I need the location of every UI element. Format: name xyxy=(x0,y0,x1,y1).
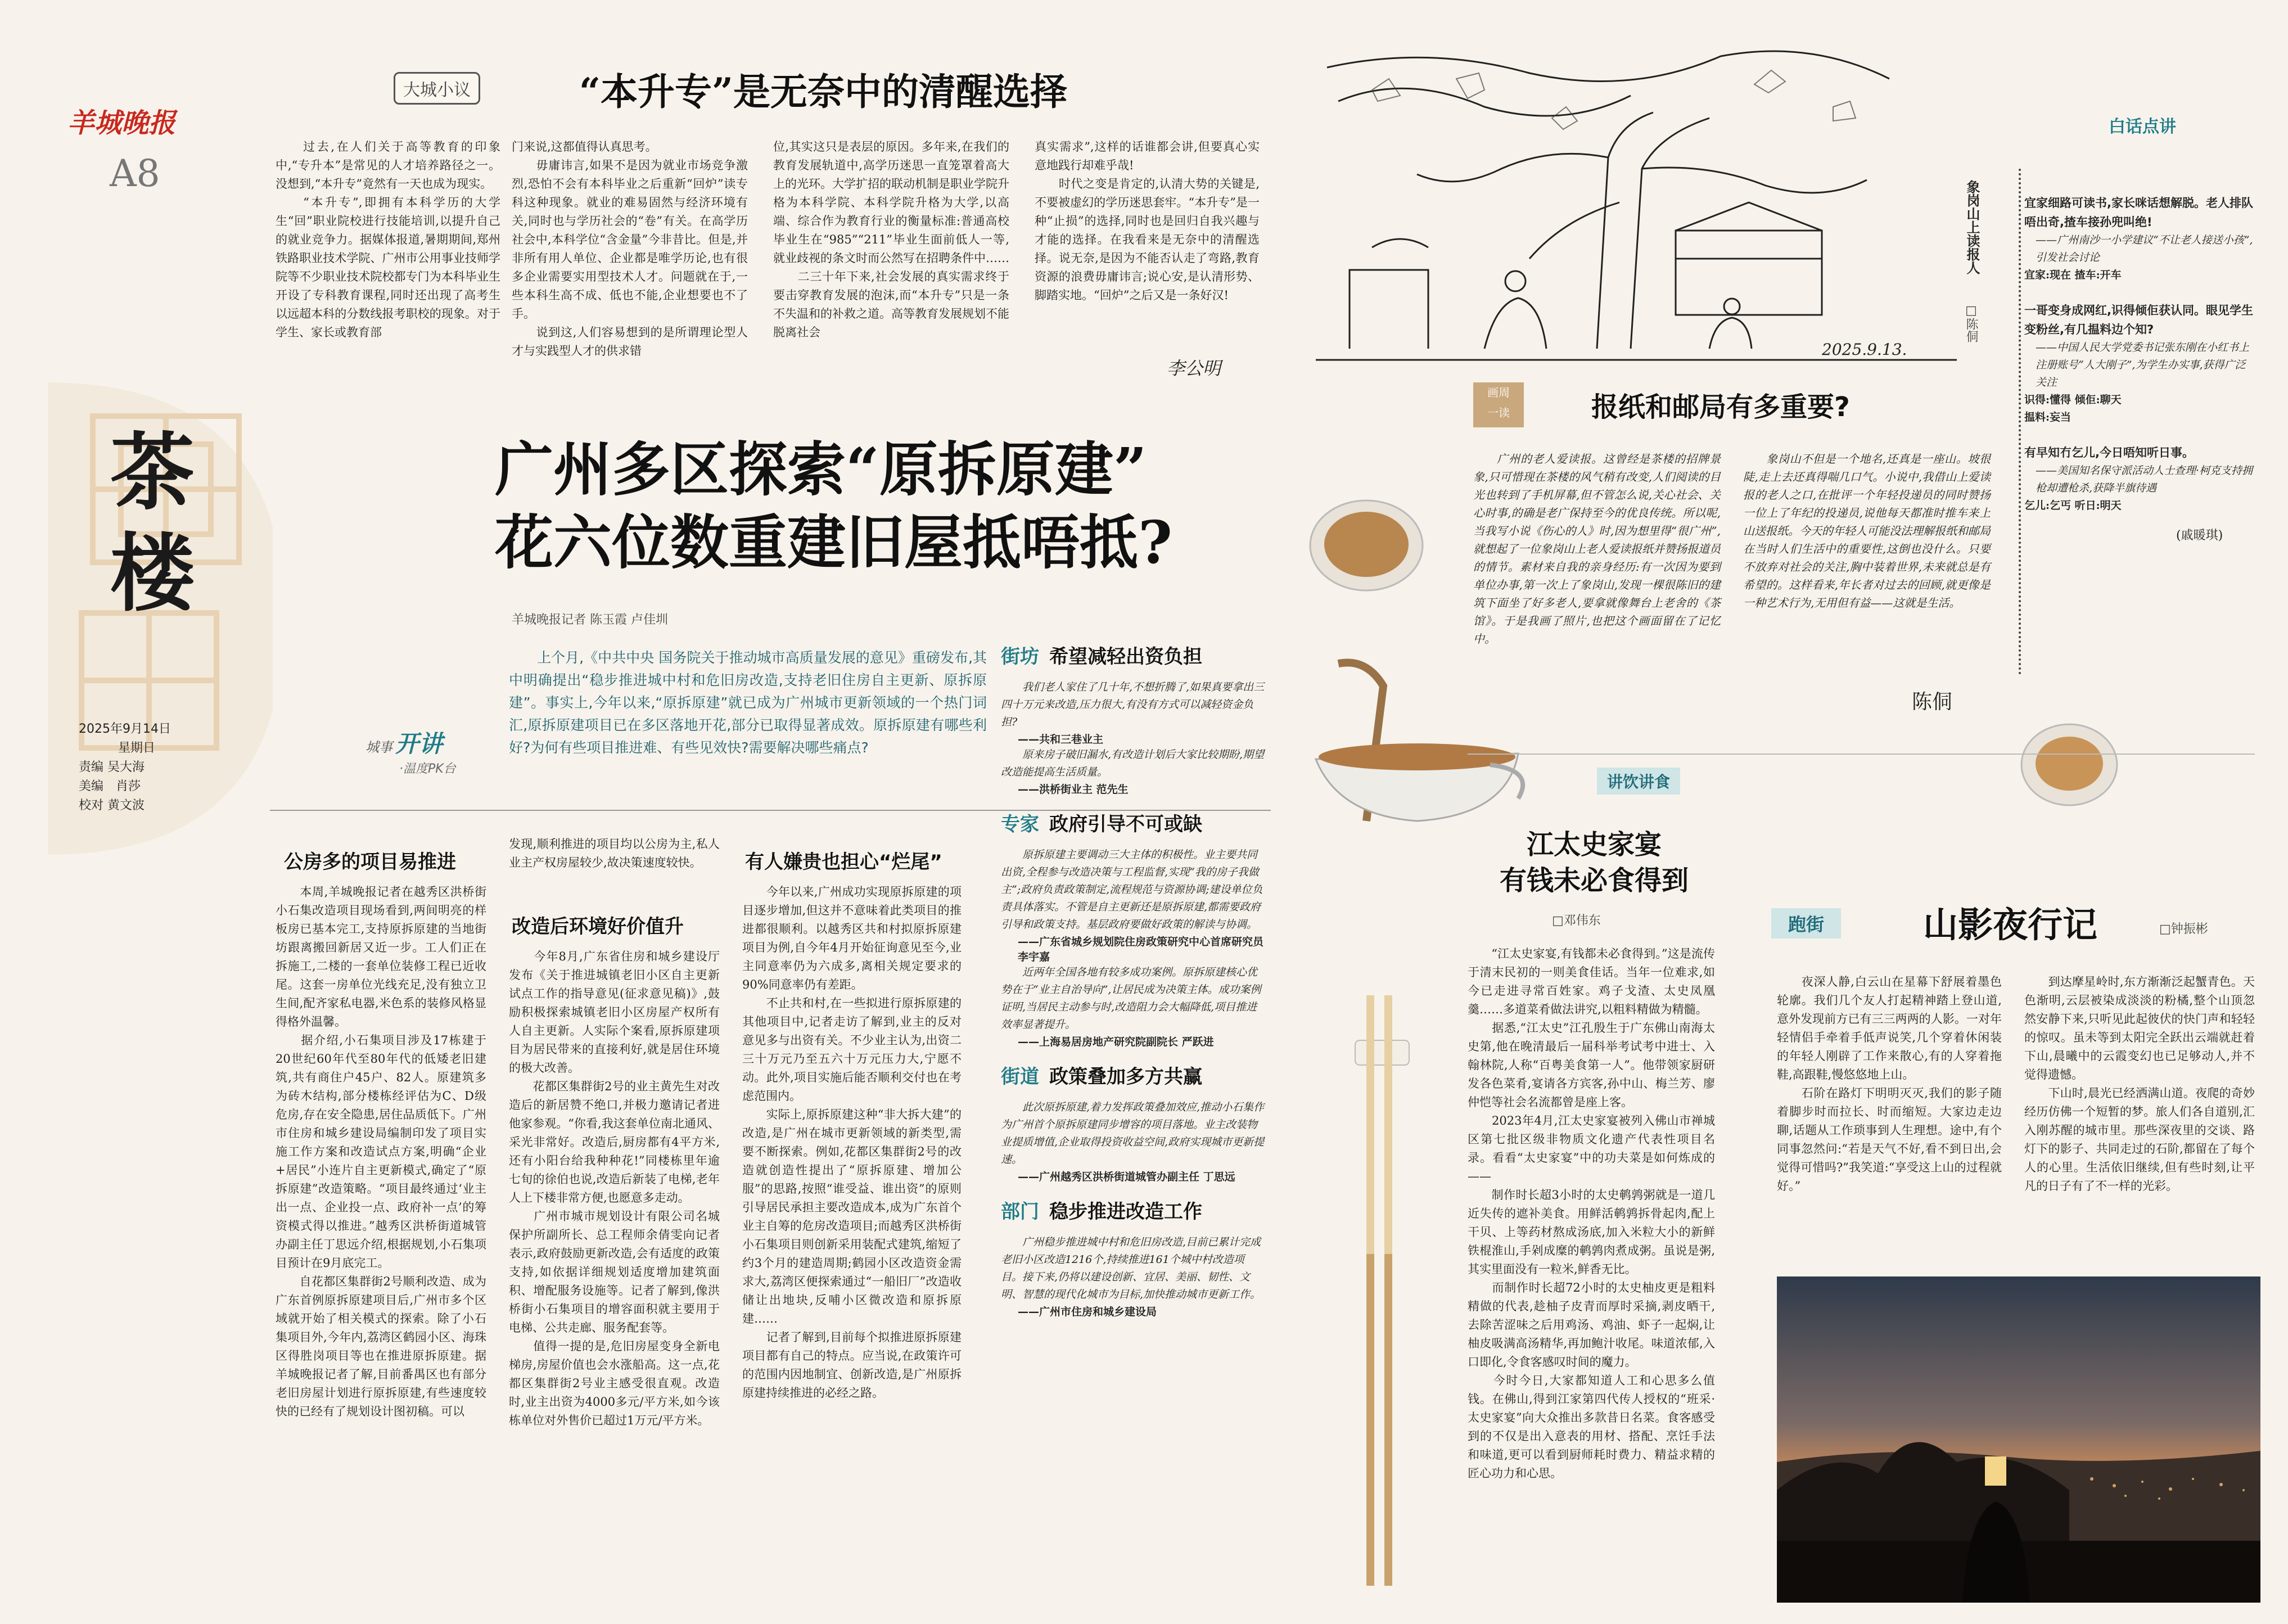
food-title-line2: 有钱未必食得到 xyxy=(1499,865,1689,896)
voice-body-experts-2: 近两年全国各地有较多成功案例。原拆原建核心优势在于“业主自治导向”,让居民成为决策主体。成功案例证明,当居民主动参与时,改造阻力会大幅降低,项目推进效率显著提升。 xyxy=(1001,966,1261,1031)
kicker-big: 开讲 xyxy=(395,730,443,757)
voice-title-subdistrict: 政策叠加多方共赢 xyxy=(1049,1066,1202,1088)
voice-title-residents: 希望减轻出资负担 xyxy=(1049,646,1202,668)
section-name: 茶楼 xyxy=(96,427,195,630)
food-tag xyxy=(1597,768,1680,795)
column-text-2: 门来说,这都值得认真思考。 毋庸讳言,如果不是因为就业市场竞争激烈,恐怕不会有本科毕业之后重新“回炉”读专科这种现象。就业的难易固然与经济环境有关,同时也与学历社会的“卷”有关。在高学历社会中,本科学位“含金量”今非昔比。但是,并非所有用人单位、企业都是唯学历论,也有很多企业需要实用型技术人才。问题就在于,一些本科生高不成、低也不能,企业想要也不了手。 说到这,人们容易想到的是所谓理论型人才与实践型人才的供求错 xyxy=(512,140,748,358)
baihua-tag: 白话点讲 xyxy=(2109,117,2176,137)
issue-weekday: 星期日 xyxy=(118,741,156,755)
baihua-source-3: ——美国知名保守派活动人士查理·柯克支持拥枪却遭枪杀,获降半旗待遇 xyxy=(2036,464,2253,494)
food-text: “江太史家宴,有钱都未必食得到。”这是流传于清末民初的一则美食佳话。当年一位难求,如今已走进寻常百姓家。鸡子戈渣、太史凤凰羹……多道菜肴做法讲究,以粗料精做为精髓。 据悉,“江太史”江孔殷生于广东佛山南海太史第,他在晚清最后一届科举考试考中进士、入翰林院,人称“百粤美食第一人”。他带领家厨研发各色菜肴,宴请各方宾客,孙中山、梅兰芳、廖仲恺等社会名流都曾是座上客。 2023年4月,江太史家宴被列入佛山市禅城区第七批区级非物质文化遗产代表性项目名录。看看“太史家宴”中的功夫菜是如何炼成的—— 制作时长超3小时的太史鹌鹑粥就是一道几近失传的遮补美食。用鲜活鹌鹑拆骨起肉,配上干贝、上等药材熬成汤底,加入米粒大小的新鲜铁棍淮山,手剁成糜的鹌鹑肉煮成粥。虽说是粥,其实里面没有一粒米,鲜香无比。 而制作时长超72小时的太史柚皮更是粗料精做的代表,趁柚子皮青而厚时采摘,剥皮晒干,去除苦涩味之后用鸡汤、鸡油、虾子一起焖,让柚皮吸满高汤精华,再加鲍汁收尾。味道浓郁,入口即化,令食客感叹时间的魔力。 今时今日,大家都知道人工和心思多么值钱。在佛山,得到江家第四代传人授权的“班采·太史家宴”向大众推出多款昔日名菜。食客感受到的不仅是出入意表的用材、搭配、烹饪手法和味道,更可以看到厨师耗时费力、精益求精的匠心功力和心思。 xyxy=(1468,947,1715,1480)
main-headline-line1: 广州多区探索“原拆原建” xyxy=(495,435,1147,504)
walk-title: 山影夜行记 xyxy=(1923,904,2098,945)
voice-sign-experts-2: ——上海易居房地产研究院副院长 严跃进 xyxy=(1018,1036,1214,1048)
voice-heading-residents xyxy=(1001,641,1265,669)
page-number: A8 xyxy=(110,152,160,195)
logo-text: 羊城晚报 xyxy=(67,107,176,139)
voice-body-department: 广州稳步推进城中村和危旧房改造,目前已累计完成老旧小区改造1216个,持续推进161个城中村改造项目。接下来,仍将以建设创新、宜居、美丽、韧性、文明、智慧的现代化城市为目标,加快推动城市更新工作。 xyxy=(1001,1236,1261,1301)
tea-cup-right-icon xyxy=(2019,720,2120,812)
food-tag-label: 讲饮讲食 xyxy=(1607,773,1671,791)
baihua-gloss-2: 识得:懂得 倾佢:聊天 揾料:妄当 xyxy=(2024,394,2122,423)
baihua-gloss-3: 乞儿:乞丐 听日:明天 xyxy=(2024,499,2122,512)
voice-sign-residents: ——共和三巷业主 xyxy=(1018,733,1104,746)
voice-body-residents-2: 原来房子破旧漏水,有改造计划后大家比较期盼,期望改造能提高生活质量。 xyxy=(1001,748,1265,778)
baihua-quote-2: 一哥变身成网红,识得倾佢获认同。眼见学生变粉丝,有几揾料边个知? xyxy=(2024,304,2253,336)
baihua-quote-1: 宜家细路可读书,家长咪话想解脱。老人排队唔出奇,揸车接孙兜叫绝! xyxy=(2024,196,2253,229)
column-author: 李公明 xyxy=(1167,358,1221,379)
walk-tag xyxy=(1771,908,1841,939)
walk-text-1: 夜深人静,白云山在星幕下舒展着墨色轮廓。我们几个友人打起精神踏上登山道,意外发现前方已有三三两两的人影。一对年轻情侣手牵着手低声说笑,几个穿着休闲装的年轻人刚辟了工作来散心,有的人穿着拖鞋,高跟鞋,慢悠悠地上山。 石阶在路灯下明明灭灭,我们的影子随着脚步时而拉长、时而缩短。大家边走边聊,话题从工作琐事到人生理想。途中,有个同事忽然问:“若是天气不好,看不到日出,会觉得可惜吗?”我笑道:“享受这上山的过程就好。” xyxy=(1777,975,2002,1193)
baihua-panel xyxy=(2024,112,2255,543)
subhead-1: 公房多的项目易推进 xyxy=(284,851,456,873)
baihua-source-1: ——广州南沙一小学建议“不让老人接送小孩”,引发社会讨论 xyxy=(2036,234,2253,264)
voice-title-department: 稳步推进改造工作 xyxy=(1049,1201,1202,1223)
column-text-4: 真实需求”,这样的话谁都会讲,但要真心实意地践行却难乎哉! 时代之变是肯定的,认清大势的关键是,不要被虚幻的学历迷思套牢。“本升专”是一种“止损”的选择,同时也是回归自我兴趣与才能的选择。在我看来是无奈中的清醒选择。说无奈,是因为不能否认走了弯路,教育资源的浪费毋庸讳言;说心安,是认清形势、脚踏实地。“回炉”之后又是一条好汉! xyxy=(1035,140,1260,302)
subhead-2: 改造后环境好价值升 xyxy=(512,915,684,938)
baihua-entry-2 xyxy=(2024,301,2255,426)
main-byline: 羊城晚报记者 陈玉霞 卢佳圳 xyxy=(512,613,668,627)
voice-body-experts: 原拆原建主要调动三大主体的积极性。业主要共同出资,全程参与改造决策与工程监督,实现“我的房子我做主”;政府负责政策制定,流程规范与资源协调;建设单位负责具体落实。不管是自主更新还是原拆原建,都需要政府引导和政策支持。基层政府要做好政策的解读与协调。 xyxy=(1001,849,1263,931)
voice-heading-experts xyxy=(1001,809,1265,836)
rule-top-left xyxy=(270,810,1271,811)
food-title-line1: 江太史家宴 xyxy=(1526,829,1662,860)
essay-tag xyxy=(1473,382,1524,427)
voice-tag-department: 部门 xyxy=(1001,1201,1039,1223)
editor-credit: 责编 吴大海 xyxy=(79,760,145,774)
essay-text-2: 象岗山不但是一个地名,还真是一座山。坡很陡,走上去还真得喘几口气。小说中,我借山上爱读报的老人之口,在批评一个年轻投递员的同时赞扬一位上了年纪的投递员,说他每天都准时推车来上山送报纸。今天的年轻人可能没法理解报纸和邮局在当时人们生活中的重要性,这倒也没什么。只要不放弃对社会的关注,胸中装着世界,未来就总是有希望的。这样看来,年长者对过去的回顾,就更像是一种艺术行为,无用但有益——这就是生活。 xyxy=(1743,452,1991,610)
sketch-credit: □陈侗 xyxy=(1964,304,1978,342)
main-headline-line2: 花六位数重建旧屋抵唔抵? xyxy=(495,508,1172,577)
issue-info xyxy=(79,720,171,815)
main-text-3: 今年8月,广东省住房和城乡建设厅发布《关于推进城镇老旧小区自主更新试点工作的指导意见(征求意见稿)》,鼓励积极探索城镇老旧小区房屋产权所有人自主更新。人实际个案看,原拆原建项目为居民带来的直接利好,就是居住环境的极大改善。 花都区集群街2号的业主黄先生对改造后的新居赞不绝口,并极力邀请记者进他家参观。“你看,我这套单位南北通风、采光非常好。改造后,厨房都有4平方米,还有小阳台给我种种花!”同楼栋里年逾七旬的徐伯也说,改造后新装了电梯,老年人上下楼非常方便,也愿意多走动。 广州市城市规划设计有限公司名城保护所副所长、总工程师余倩雯向记者表示,政府鼓励更新改造,会有适度的政策支持,如依据详细规划适度增加建筑面积、增配服务设施等。记者了解到,像洪桥街小石集项目的增容面积就主要用于电梯、公共走廊、服务配套等。 值得一提的是,危旧房屋变身全新电梯房,房屋价值也会水涨船高。这一点,花都区集群街2号业主感受很直观。改造时,业主出资为4000多元/平方米,如今该栋单位对外售价已超过1万元/平方米。 xyxy=(509,950,720,1427)
baihua-gloss-1: 宜家:现在 揸车:开车 xyxy=(2024,269,2122,281)
baihua-entry-3 xyxy=(2024,443,2255,515)
baihua-source-2: ——中国人民大学党委书记张东刚在小红书上注册账号“人大刚子”,为学生办实事,获得广泛关注 xyxy=(2036,341,2250,389)
voice-tag-experts: 专家 xyxy=(1001,813,1039,836)
baihua-author: (戚暖琪) xyxy=(2176,529,2223,543)
voice-title-experts: 政府引导不可或缺 xyxy=(1049,813,1202,836)
baihua-entry-1 xyxy=(2024,193,2255,284)
column-kicker xyxy=(365,725,456,777)
walk-text-2: 到达摩星岭时,东方渐渐泛起蟹青色。天色渐明,云层被染成淡淡的粉橘,整个山顶忽然安静下来,只听见此起彼伏的快门声和轻轻的惊叹。虽未等到太阳完全跃出云端就赶着下山,晨曦中的云霞变幻也已足够动人,并不觉得遗憾。 下山时,晨光已经洒满山道。夜爬的奇妙经历仿佛一个短暂的梦。旅人们各自道别,汇入刚苏醒的城市里。那些深夜里的交谈、路灯下的影子、共同走过的石阶,都留在了每个人的心里。生活依旧继续,但有些时刻,让平凡的日子有了不一样的光彩。 xyxy=(2024,975,2255,1193)
kicker-sub: ·温度PK台 xyxy=(399,762,456,776)
column-title: “本升专”是无奈中的清醒选择 xyxy=(579,70,1067,114)
essay-text-1: 广州的老人爱读报。这曾经是茶楼的招牌景象,只可惜现在茶楼的风气稍有改变,人们阅读的目光也转到了手机屏幕,但不管怎么说,关心社会、关心时事,的确是老广保持至今的优良传统。所以呢,当我写小说《伤心的人》时,因为想里得“很广州”,就想起了一位象岗山上老人爱读报纸并赞扬报道员的情节。素材来自我的亲身经历:有一次因为要到单位办事,第一次上了象岗山,发现一棵很陈旧的建筑下面坐了好多老人,要拿就像舞台上老舍的《茶馆》。于是我画了照片,也把这个画面留在了记忆中。 xyxy=(1473,452,1721,646)
voice-sign-residents-2: ——洪桥街业主 范先生 xyxy=(1018,783,1129,796)
voice-tag-residents: 街坊 xyxy=(1001,646,1039,668)
kicker-small: 城事 xyxy=(365,739,392,755)
essay-author: 陈侗 xyxy=(1912,691,1953,714)
column-text-1: 过去,在人们关于高等教育的印象中,“专升本”是常见的人才培养路径之一。没想到,“本升专”竟然有一天也成为现实。 “本升专”,即拥有本科学历的大学生“回”职业院校进行技能培训,以提升自己的就业竞争力。据媒体报道,暑期期间,郑州铁路职业技术学院、广州市公用事业技师学院等不少职业技术院校都专门为本科毕业生开设了专科教育课程,同时还出现了高考生以远超本科的分数线报考职校的现象。对于学生、家长或教育部 xyxy=(276,140,500,339)
voice-sign-subdistrict: ——广州越秀区洪桥街道城管办副主任 丁思远 xyxy=(1018,1171,1235,1183)
issue-date: 2025年9月14日 xyxy=(79,722,171,736)
proofreader-credit: 校对 黄文波 xyxy=(79,799,145,813)
food-title xyxy=(1473,827,1715,899)
sketch-date: 2025.9.13. xyxy=(1822,340,1907,359)
sketch-caption: 象岗山上读报人 xyxy=(1964,180,1980,274)
main-lead: 上个月,《中共中央 国务院关于推动城市高质量发展的意见》重磅发布,其中明确提出“稳步推进城中村和危旧房改造,支持老旧住房自主更新、原拆原建”。事实上,今年以来,“原拆原建”就已成为广州城市更新领域的一个热门词汇,原拆原建项目已在多区落地开花,部分已取得显著成效。原拆原建有哪些利好?为何有些项目推进难、有些见效快?需要解决哪些痛点? xyxy=(509,649,987,756)
night-mountain-photo xyxy=(1777,1276,2260,1603)
main-text-1: 本周,羊城晚报记者在越秀区洪桥街小石集改造项目现场看到,两间明亮的样板房已基本完工,支持原拆原建的当地街坊跟离搬回新居又近一步。工人们正在拆施工,二楼的一套单位装修工程已近收尾。这套一房单位光线充足,没有独立卫生间,配齐家私电器,米色系的装修风格显得格外温馨。 据介绍,小石集项目涉及17栋建于20世纪60年代至80年代的低矮老旧建筑,共有商住户45户、82人。原建筑多为砖木结构,部分楼栋经评估为C、D级危房,存在安全隐患,居住品质低下。广州市住房和城乡建设局编制印发了项目实施工作方案和改造试点方案,明确“企业+居民”小连片自主更新模式,确定了“原拆原建”改造策略。“项目最终通过‘业主出一点、企业投一点、政府补一点’的筹资模式得以推进。”越秀区洪桥街道城管办副主任丁思远介绍,根据规划,小石集项目预计在9月底完工。 自花都区集群街2号顺利改造、成为广东首例原拆原建项目后,广州市多个区域就开始了相关模式的探索。除了小石集项目外,今年内,荔湾区鹤园小区、海珠区得胜岗项目等也在推进原拆原建。据羊城晚报记者了解,目前番禺区也有部分老旧房屋计划进行原拆原建,有些速度较快的已经有了规划设计图初稿。可以 xyxy=(276,885,486,1418)
voice-body-subdistrict: 此次原拆原建,着力发挥政策叠加效应,推动小石集作为广州首个原拆原建同步增容的项目落地。业主改装物业提质增值,企业取得投资收益空间,政府实现城市更新提速。 xyxy=(1001,1101,1265,1166)
voice-sign-department: ——广州市住房和城乡建设局 xyxy=(1018,1306,1157,1318)
food-author: □邓伟东 xyxy=(1552,914,1601,928)
essay-title: 报纸和邮局有多重要? xyxy=(1591,391,1850,423)
main-text-4: 今年以来,广州成功实现原拆原建的项目逐步增加,但这并不意味着此类项目的推进都很顺利。以越秀区共和村拟原拆原建项目为例,自今年4月开始征询意见至今,业主同意率仍为六成多,离相关规定要求的90%同意率仍有差距。 不止共和村,在一些拟进行原拆原建的其他项目中,记者走访了解到,业主的反对意见多与出资有关。不少业主认为,出资二三十万元乃至五六十万元压力大,宁愿不动。此外,项目实施后能否顺利交付也在考虑范围内。 实际上,原拆原建这种“非大拆大建”的改造,是广州在城市更新领域的新类型,需要不断探索。例如,花都区集群街2号的改造就创造性提出了“原拆原建、增加公服”的思路,按照“谁受益、谁出资”的原则引导居民承担主要改造成本,成为广东首个业主自筹的危房改造项目;而越秀区洪桥街小石集项目则创新采用装配式建筑,缩短了约3个月的建造周期;鹤园小区改造资金需求大,荔湾区便探索通过“一船旧厂”改造收储让出地块,反哺小区微改造和原拆原建…… 记者了解到,目前每个拟推进原拆原建项目都有自己的特点。应当说,在政策许可的范围内因地制宜、创新改造,是广州原拆原建持续推进的必经之路。 xyxy=(742,885,962,1400)
column-text-3: 位,其实这只是表层的原因。多年来,在我们的教育发展轨道中,高学历迷思一直笼罩着高大上的光环。大学扩招的联动机制是职业学院升格为本科学院、本科学院升格为大学,以高端、综合作为教育行业的衡量标准:普通高校毕业生在“985”“211”毕业生面前低人一等,就业歧视的条文时而公然写在招聘条件中…… 二三十年下来,社会发展的真实需求终于要击穿教育发展的泡沫,而“本升专”只是一条不失温和的补救之道。高等教育发展规划不能脱离社会 xyxy=(773,140,1009,339)
newspaper-logo xyxy=(67,101,175,140)
column-tag xyxy=(394,72,480,105)
main-text-2: 发现,顺利推进的项目均以公房为主,私人业主产权房屋较少,故决策速度较快。 xyxy=(509,837,720,869)
voices-sidebar xyxy=(1001,641,1265,1319)
voice-tag-subdistrict: 街道 xyxy=(1001,1066,1039,1088)
tea-cup-icon xyxy=(1305,495,1428,598)
baihua-quote-3: 有早知冇乞儿,今日唔知听日事。 xyxy=(2024,446,2194,459)
walk-author: □钟振彬 xyxy=(2159,922,2208,936)
voice-heading-subdistrict xyxy=(1001,1061,1265,1089)
baihua-dotted-line xyxy=(2019,169,2023,675)
voice-heading-department xyxy=(1001,1196,1265,1224)
column-tag-label: 大城小议 xyxy=(403,80,471,100)
chopsticks-icon xyxy=(1344,995,1417,1588)
subhead-3: 有人嫌贵也担心“烂尾” xyxy=(745,851,942,873)
teapot-pour-icon xyxy=(1305,652,1541,834)
rule-right-section xyxy=(1468,754,2255,755)
walk-tag-label: 跑街 xyxy=(1788,914,1825,935)
sketch-illustration xyxy=(1316,34,1957,371)
essay-tag-top: 画周 xyxy=(1487,386,1510,399)
main-headline xyxy=(495,433,1172,579)
designer-credit: 美编 肖莎 xyxy=(79,779,141,793)
essay-tag-bottom: 一读 xyxy=(1487,406,1510,419)
voice-body-residents: 我们老人家住了几十年,不想折腾了,如果真要拿出三四十万元来改造,压力很大,有没有方式可以减轻资金负担? xyxy=(1001,681,1265,728)
voice-sign-experts: ——广东省城乡规划院住房政策研究中心首席研究员 李宇嘉 xyxy=(1018,936,1264,963)
